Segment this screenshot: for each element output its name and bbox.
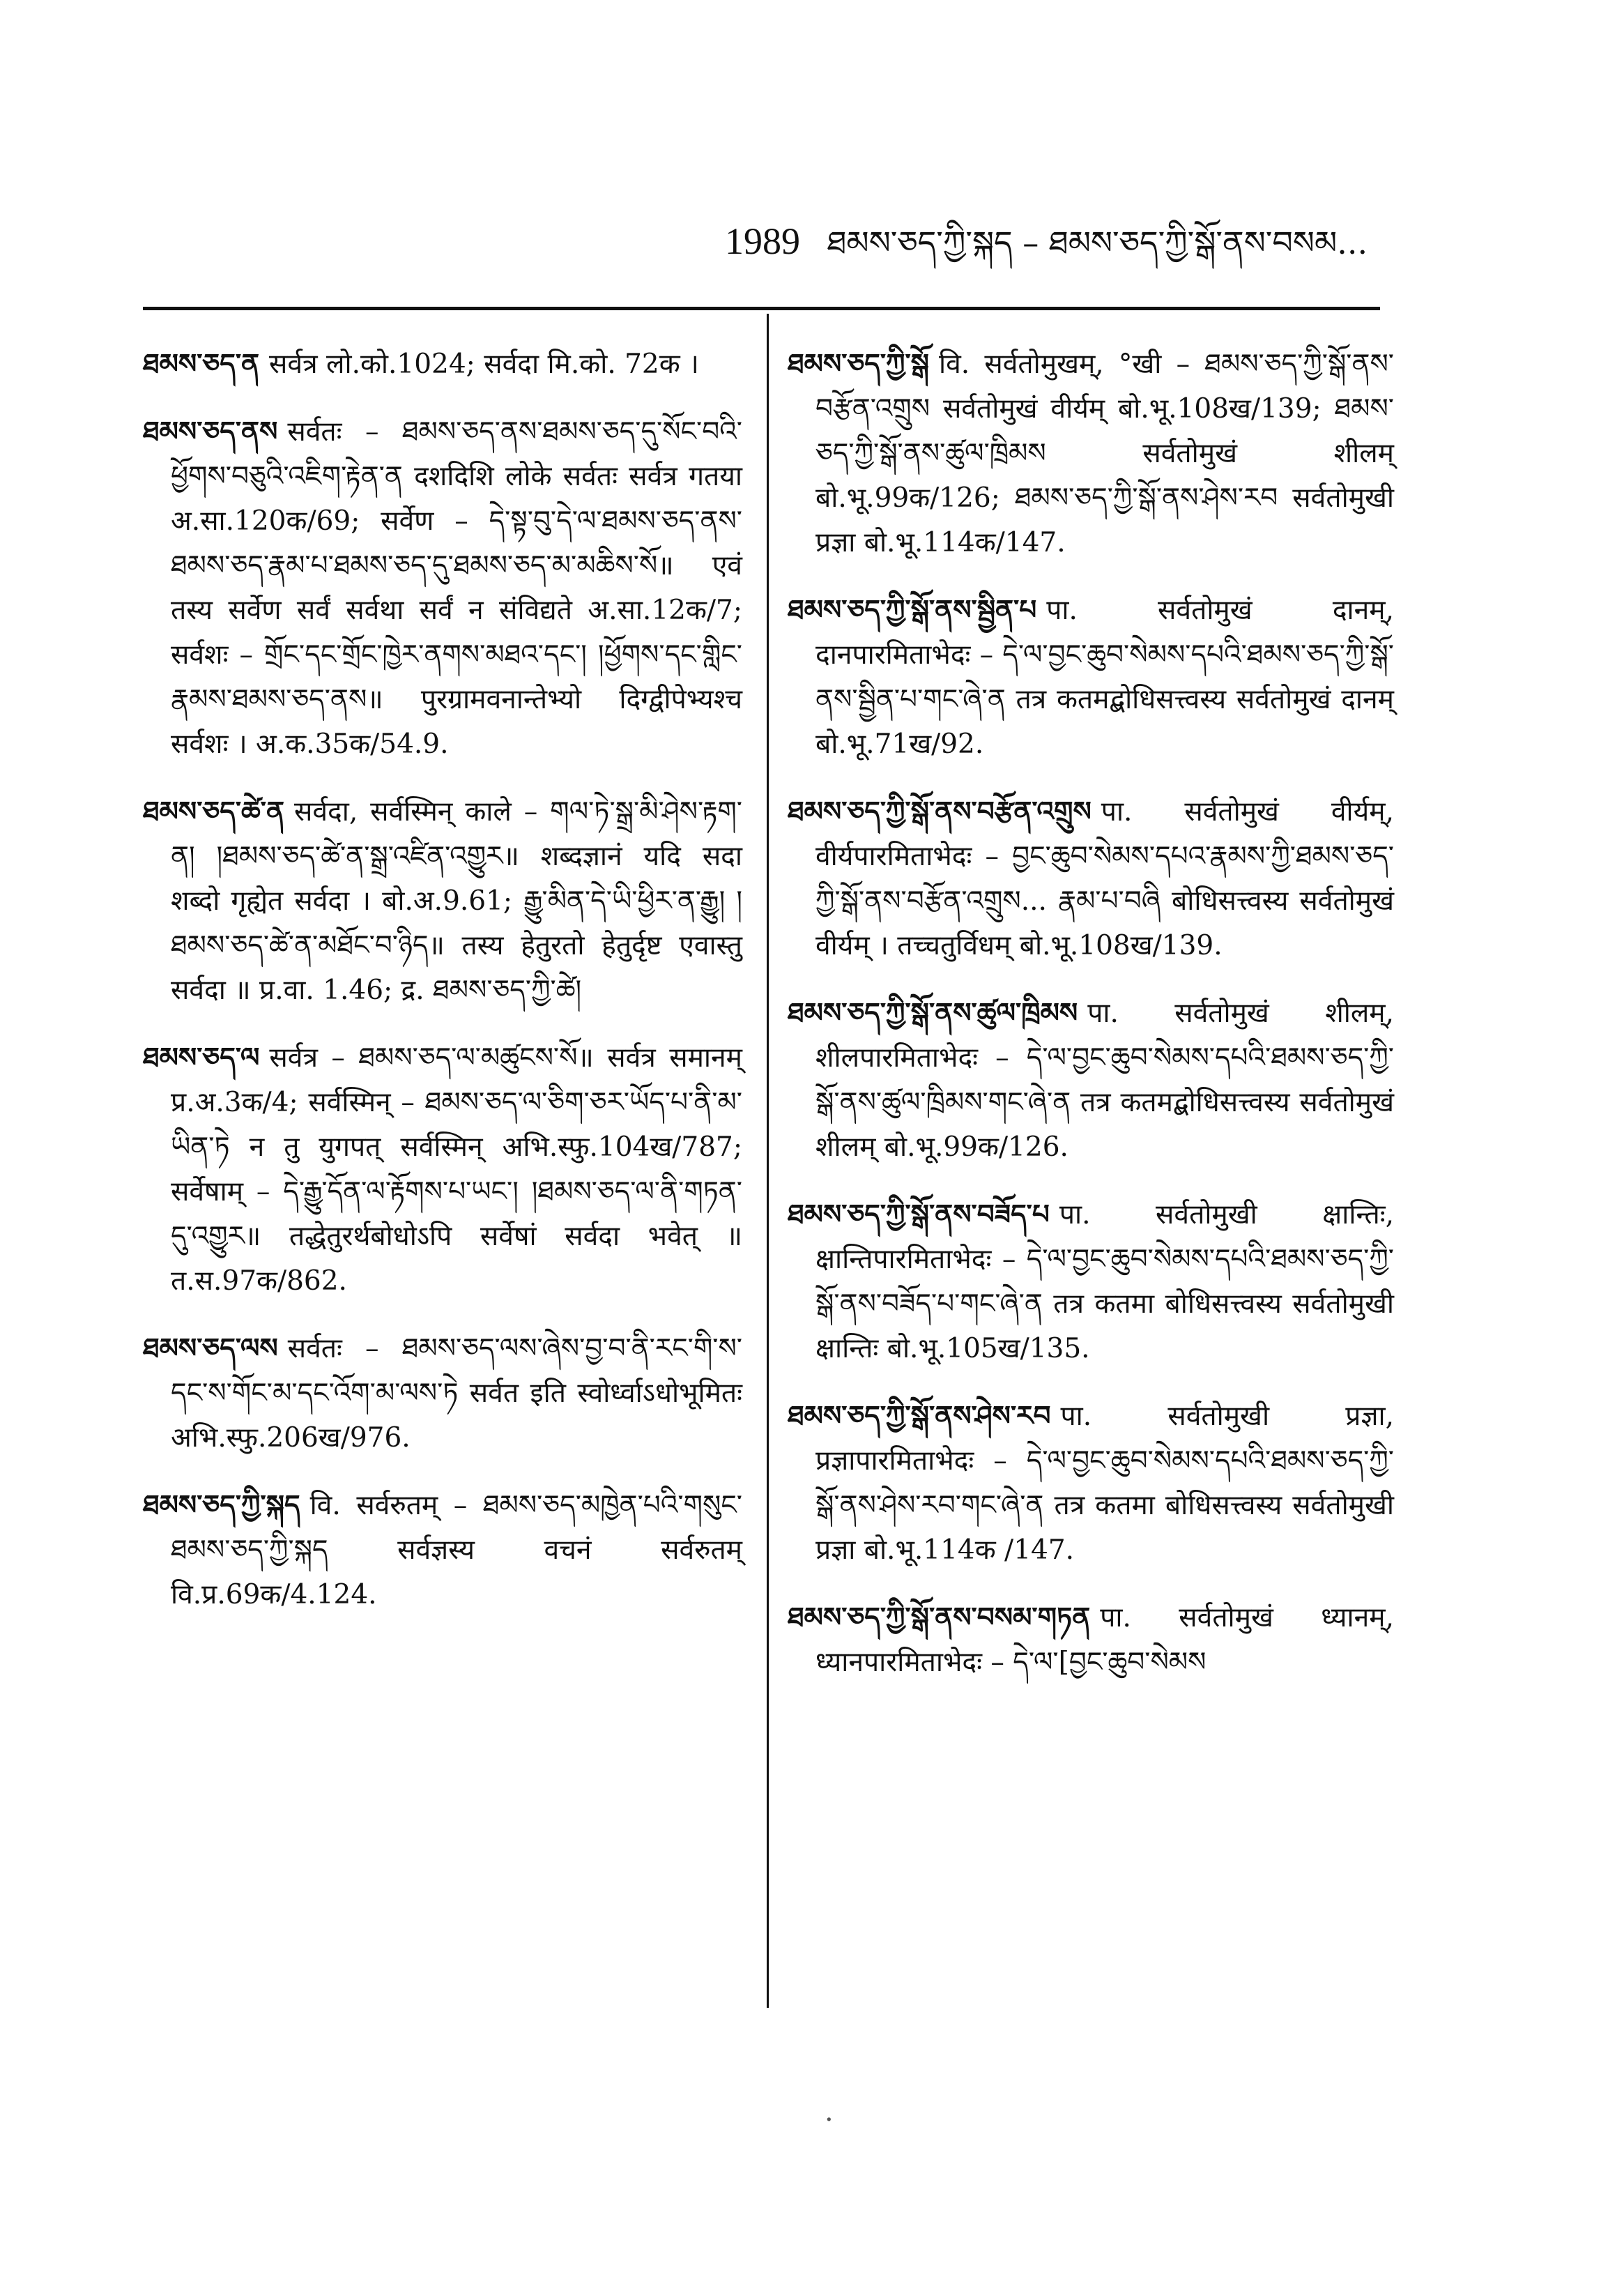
- entry-text: सर्वत्र लो.को.1024; सर्वदा मि.को. 72क ।: [269, 349, 699, 380]
- headword: ཐམས་ཅད་ལ: [143, 1042, 260, 1074]
- dictionary-entry: [143, 409, 742, 767]
- headword: ཐམས་ཅད་ཀྱི་སྒོ་ནས་སྦྱིན་པ: [788, 594, 1037, 626]
- dictionary-entry: [788, 1595, 1394, 1685]
- running-head: ཐམས་ཅད་ཀྱི་སྐད – ཐམས་ཅད་ཀྱི་སྒོ་ནས་བསམ...: [827, 224, 1368, 261]
- entry-text: वि. सर्वरुतम् – ཐམས་ཅད་མཁྱེན་པའི་གསུང་ཐམས་ཅད་ཀྱི་སྐད सर्वज्ञस्य वचनं सर्वरुतम् वि.प्र.69क/4.124.: [171, 1490, 742, 1610]
- entry-text: पा. सर्वतोमुखं शीलम्, शीलपारमिताभेदः – དེ་ལ་བྱང་ཆུབ་སེམས་དཔའི་ཐམས་ཅད་ཀྱི་སྒོ་ནས་ཚུལ་ཁྲིམས་གང་ཞེ་ན तत्र कतमद्बोधिसत्त्वस्य सर्वतोमुखं शीलम् बो.भू.99क/126.: [815, 998, 1394, 1163]
- headword: ཐམས་ཅད་ཀྱི་སྒོ་ནས་བརྩོན་འགྲུས: [788, 795, 1091, 828]
- dictionary-entry: [143, 1035, 742, 1304]
- page-mark: ·: [825, 2104, 834, 2136]
- headword: ཐམས་ཅད་ཀྱི་སྒོ་ནས་བཟོད་པ: [788, 1198, 1050, 1230]
- headword: ཐམས་ཅད་ཀྱི་སྐད: [143, 1489, 300, 1521]
- entry-text: पा. सर्वतोमुखं दानम्, दानपारमिताभेदः – དེ་ལ་བྱང་ཆུབ་སེམས་དཔའི་ཐམས་ཅད་ཀྱི་སྒོ་ནས་སྦྱིན་པ་གང་ཞེ་ན तत्र कतमद्बोधिसत्त्वस्य सर्वतोमुखं दानम् बो.भू.71ख/92.: [815, 595, 1394, 760]
- entry-text: सर्वत्र – ཐམས་ཅད་ལ་མཚུངས་སོ॥ सर्वत्र समानम् प्र.अ.3क/4; सर्वस्मिन् – ཐམས་ཅད་ལ་ཅིག་ཅར་ཡོད་པ་ནི་མ་ཡིན་ཏེ न तु युगपत् सर्वस्मिन् अभि.स्फु.104ख/787; सर्वेषाम् – དེ་རྒྱུ་དོན་ལ་རྟོགས་པ་ཡང་། །ཐམས་ཅད་ལ་ནི་གཏན་དུ་འགྱུར॥ तद्धेतुरर्थबोधोऽपि सर्वेषां सर्वदा भवेत् ॥ त.स.97क/862.: [171, 1042, 742, 1297]
- dictionary-entry: [788, 588, 1394, 767]
- header-rule: [143, 307, 1380, 310]
- dictionary-entry: [788, 991, 1394, 1170]
- headword: ཐམས་ཅད་ཀྱི་སྒོ་ནས་ཤེས་རབ: [788, 1400, 1051, 1432]
- dictionary-entry: [143, 1483, 742, 1617]
- headword: ཐམས་ཅད་ནས: [143, 416, 278, 448]
- entry-text: सर्वदा, सर्वस्मिन् काले – གལ་ཏེ་སྒྲ་མི་ཤེས་རྟག་ན། །ཐམས་ཅད་ཚེ་ན་སྒྲ་འཛིན་འགྱུར॥ शब्दज्ञानं यदि सदा शब्दो गृह्येत सर्वदा । बो.अ.9.61; རྒྱུ་མིན་དེ་ཡི་ཕྱིར་ན་རྒྱུ། །ཐམས་ཅད་ཚེ་ན་མཐོང་བ་ཉིད॥ तस्य हेतुरतो हेतुर्दृष्ट एवास्तु सर्वदा ॥ प्र.वा. 1.46; द्र. ཐམས་ཅད་ཀྱི་ཚེ།: [171, 796, 742, 1006]
- right-column: [788, 342, 1394, 1707]
- entry-text: पा. सर्वतोमुखी क्षान्तिः, क्षान्तिपारमिताभेदः – དེ་ལ་བྱང་ཆུབ་སེམས་དཔའི་ཐམས་ཅད་ཀྱི་སྒོ་ནས་བཟོད་པ་གང་ཞེ་ན तत्र कतमा बोधिसत्त्वस्य सर्वतोमुखी क्षान्तिः बो.भू.105ख/135.: [815, 1199, 1394, 1364]
- headword: ཐམས་ཅད་ཀྱི་སྒོ་ནས་ཚུལ་ཁྲིམས: [788, 997, 1078, 1029]
- column-divider: [767, 314, 769, 2008]
- dictionary-entry: [143, 1326, 742, 1461]
- dictionary-entry: [788, 789, 1394, 968]
- dictionary-entry: [788, 1394, 1394, 1573]
- entry-text: सर्वतः – ཐམས་ཅད་ནས་ཐམས་ཅད་དུ་སོང་བའི་ཕྱོགས་བཅུའི་འཇིག་རྟེན་ན दशदिशि लोके सर्वतः सर्वत्र गतया अ.सा.120क/69; सर्वेण – དེ་སྟ་བུ་དེ་ལ་ཐམས་ཅད་ནས་ཐམས་ཅད་རྣམ་པ་ཐམས་ཅད་དུ་ཐམས་ཅད་མ་མཆིས་སོ॥ एवं तस्य सर्वेण सर्वं सर्वथा सर्वं न संविद्यते अ.सा.12क/7; सर्वशः – གྲོང་དང་གྲོང་ཁྱེར་ནགས་མཐའ་དང་། །ཕྱོགས་དང་གླིང་རྣམས་ཐམས་ཅད་ནས॥ पुरग्रामवनान्तेभ्यो दिग्द्वीपेभ्यश्च सर्वशः । अ.क.35क/54.9.: [171, 416, 742, 760]
- headword: ཐམས་ཅད་ལས: [143, 1332, 278, 1364]
- page-number: 1989: [725, 220, 800, 262]
- entry-text: पा. सर्वतोमुखं ध्यानम्, ध्यानपारमिताभेदः – དེ་ལ་[བྱང་ཆུབ་སེམས: [815, 1602, 1394, 1678]
- dictionary-entry: [788, 1192, 1394, 1371]
- entry-text: पा. सर्वतोमुखं वीर्यम्, वीर्यपारमिताभेदः – བྱང་ཆུབ་སེམས་དཔའ་རྣམས་ཀྱི་ཐམས་ཅད་ཀྱི་སྒོ་ནས་བརྩོན་འགྲུས... རྣམ་པ་བཞི बोधिसत्त्वस्य सर्वतोमुखं वीर्यम् । तच्चतुर्विधम् बो.भू.108ख/139.: [815, 796, 1394, 961]
- entry-text: वि. सर्वतोमुखम्, °खी – ཐམས་ཅད་ཀྱི་སྒོ་ནས་བརྩོན་འགྲུས सर्वतोमुखं वीर्यम् बो.भू.108ख/139; ཐམས་ཅད་ཀྱི་སྒོ་ནས་ཚུལ་ཁྲིམས सर्वतोमुखं शीलम् बो.भू.99क/126; ཐམས་ཅད་ཀྱི་སྒོ་ནས་ཤེས་རབ सर्वतोमुखी प्रज्ञा बो.भू.114क/147.: [815, 349, 1394, 558]
- entry-text: सर्वतः – ཐམས་ཅད་ལས་ཞེས་བྱ་བ་ནི་རང་གི་ས་དང་ས་གོང་མ་དང་འོག་མ་ལས་ཏེ सर्वत इति स्वोर्ध्वाऽधोभूमितः अभि.स्फु.206ख/976.: [171, 1333, 742, 1454]
- dictionary-entry: [143, 789, 742, 1013]
- headword: ཐམས་ཅད་ཀྱི་སྒོ་ནས་བསམ་གཏན: [788, 1601, 1091, 1633]
- headword: ཐམས་ཅད་ཀྱི་སྒོ: [788, 348, 929, 380]
- headword: ཐམས་ཅད་ཚེ་ན: [143, 795, 284, 828]
- dictionary-entry: [143, 342, 742, 387]
- left-column: [143, 342, 742, 1640]
- entry-text: पा. सर्वतोमुखी प्रज्ञा, प्रज्ञापारमिताभेदः – དེ་ལ་བྱང་ཆུབ་སེམས་དཔའི་ཐམས་ཅད་ཀྱི་སྒོ་ནས་ཤེས་རབ་གང་ཞེ་ན तत्र कतमा बोधिसत्त्वस्य सर्वतोमुखी प्रज्ञा बो.भू.114क /147.: [815, 1401, 1394, 1566]
- headword: ཐམས་ཅད་ན: [143, 348, 260, 380]
- dictionary-entry: [788, 342, 1394, 565]
- page-header: [725, 208, 1589, 298]
